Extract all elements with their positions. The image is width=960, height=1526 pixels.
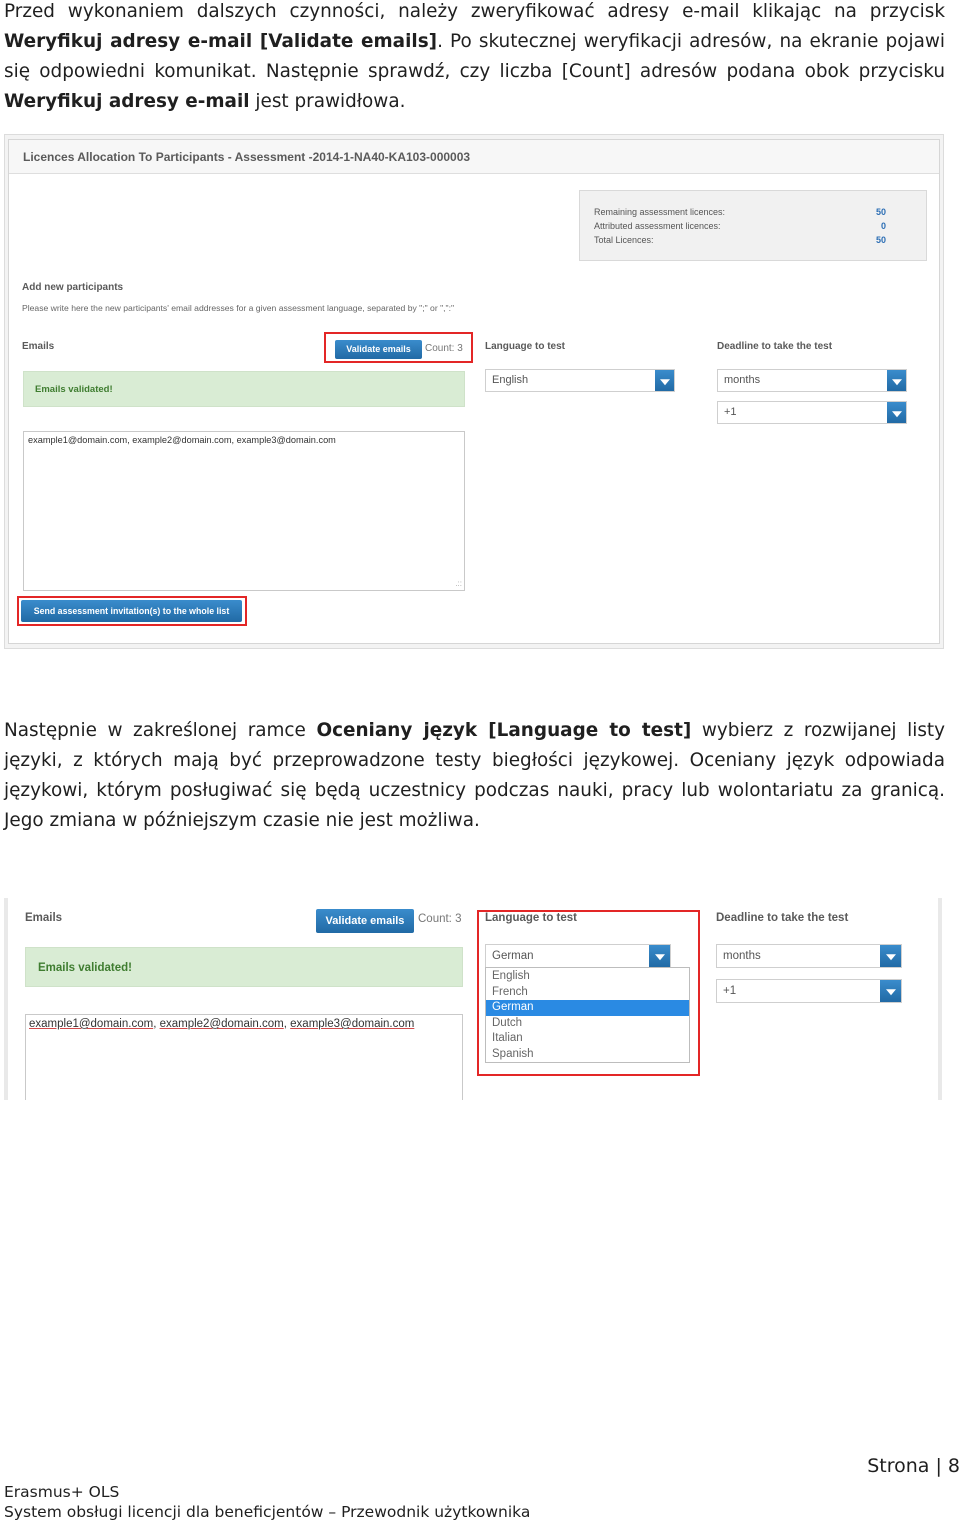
- screenshot-licences-allocation: [4, 134, 944, 649]
- emails-label: Emails: [25, 912, 63, 924]
- validate-emails-button[interactable]: Validate emails: [335, 340, 422, 359]
- licences-row-attributed: Attributed assessment licences: 0: [594, 221, 886, 231]
- deadline-label: Deadline to take the test: [716, 912, 849, 924]
- panel-title: Licences Allocation To Participants - Assessment -2014-1-NA40-KA103-000003: [9, 140, 939, 174]
- resize-grip-icon[interactable]: .::: [455, 579, 462, 588]
- language-select-value: English: [492, 374, 529, 386]
- chevron-down-icon[interactable]: [887, 402, 906, 423]
- middle-bold-language: Oceniany język [Language to test]: [316, 720, 692, 741]
- licences-summary: [579, 190, 927, 261]
- deadline-unit-value: months: [723, 950, 761, 962]
- email-entry: example3@domain.com: [290, 1018, 415, 1030]
- language-label: Language to test: [485, 912, 578, 924]
- intro-text-3: jest prawidłowa.: [249, 91, 406, 112]
- middle-paragraph: [4, 716, 945, 836]
- chevron-down-icon[interactable]: [655, 370, 674, 391]
- intro-text-2: . Po skutecznej weryfikacji adresów, na ekranie pojawi się odpowiedni komunikat. Następnie sprawdź, czy liczba [Count] adresów podana obok przycisku: [4, 31, 945, 82]
- intro-bold-validate-2: Weryfikuj adresy e-mail: [4, 91, 250, 112]
- chevron-down-icon[interactable]: [880, 945, 901, 967]
- add-participants-heading: Add new participants: [22, 282, 124, 293]
- licences-row-remaining: Remaining assessment licences: 50: [594, 207, 886, 217]
- language-option-selected[interactable]: German: [486, 1000, 689, 1016]
- deadline-amount-select[interactable]: [717, 401, 907, 424]
- emails-textarea[interactable]: [23, 431, 465, 591]
- page-number: Strona | 8: [867, 1455, 960, 1477]
- email-count: Count: 3: [418, 913, 462, 925]
- highlight-language: [477, 910, 700, 1076]
- language-label: Language to test: [485, 341, 566, 352]
- emails-textarea-value: example1@domain.com, example2@domain.com, example3@domain.com: [28, 435, 336, 445]
- deadline-amount-value: +1: [723, 985, 737, 997]
- language-option[interactable]: French: [492, 985, 528, 998]
- licences-panel: [8, 139, 940, 644]
- deadline-unit-select[interactable]: [716, 944, 902, 968]
- intro-paragraph: [4, 0, 945, 117]
- emails-validated-message: Emails validated!: [23, 371, 465, 407]
- email-entry: example2@domain.com: [159, 1018, 284, 1030]
- emails-validated-message: Emails validated!: [25, 947, 463, 987]
- language-option[interactable]: Dutch: [492, 1016, 523, 1029]
- chevron-down-icon[interactable]: [880, 980, 901, 1002]
- email-count: Count: 3: [425, 343, 463, 354]
- chevron-down-icon[interactable]: [887, 370, 906, 391]
- deadline-amount-select[interactable]: [716, 979, 902, 1003]
- deadline-amount-value: +1: [724, 406, 737, 418]
- add-participants-hint: Please write here the new participants' email addresses for a given assessment language, separated by ";" or ",":": [22, 303, 455, 313]
- emails-textarea[interactable]: example1@domain.com, example2@domain.com, example3@domain.com: [25, 1014, 463, 1100]
- screenshot-language-dropdown: [4, 898, 942, 1100]
- deadline-unit-select[interactable]: [717, 369, 907, 392]
- validate-emails-button[interactable]: Validate emails: [316, 909, 414, 933]
- language-option[interactable]: English: [492, 970, 530, 982]
- deadline-label: Deadline to take the test: [717, 341, 833, 352]
- footer-guide-title: System obsługi licencji dla beneficjentów – Przewodnik użytkownika: [4, 1503, 531, 1521]
- highlight-validate: [324, 332, 473, 363]
- deadline-unit-value: months: [724, 374, 761, 386]
- middle-text-2: wybierz z rozwijanej listy języki, z których mają być przeprowadzone testy biegłości językowej. Oceniany język odpowiada językowi, którym posługiwać się będą uczestnicy podczas nauki, pracy lub wolontariatu za granicą. Jego zmiana w późniejszym czasie nie jest możliwa.: [4, 720, 945, 831]
- highlight-send: [17, 596, 247, 626]
- language-option[interactable]: Italian: [492, 1032, 523, 1045]
- intro-bold-validate: Weryfikuj adresy e-mail [Validate emails]: [4, 31, 438, 52]
- middle-text: Następnie w zakreślonej ramce: [4, 720, 317, 741]
- emails-label: Emails: [22, 341, 55, 352]
- language-select-value: German: [492, 950, 534, 962]
- language-select[interactable]: [485, 369, 675, 392]
- language-option[interactable]: Spanish: [492, 1047, 534, 1060]
- licences-row-total: Total Licences: 50: [594, 235, 886, 245]
- email-entry: example1@domain.com: [29, 1018, 154, 1030]
- send-invitations-button[interactable]: Send assessment invitation(s) to the whole list: [21, 600, 242, 622]
- intro-text: Przed wykonaniem dalszych czynności, należy zweryfikować adresy e-mail klikając na przycisk: [4, 1, 945, 22]
- footer-product: Erasmus+ OLS: [4, 1483, 120, 1501]
